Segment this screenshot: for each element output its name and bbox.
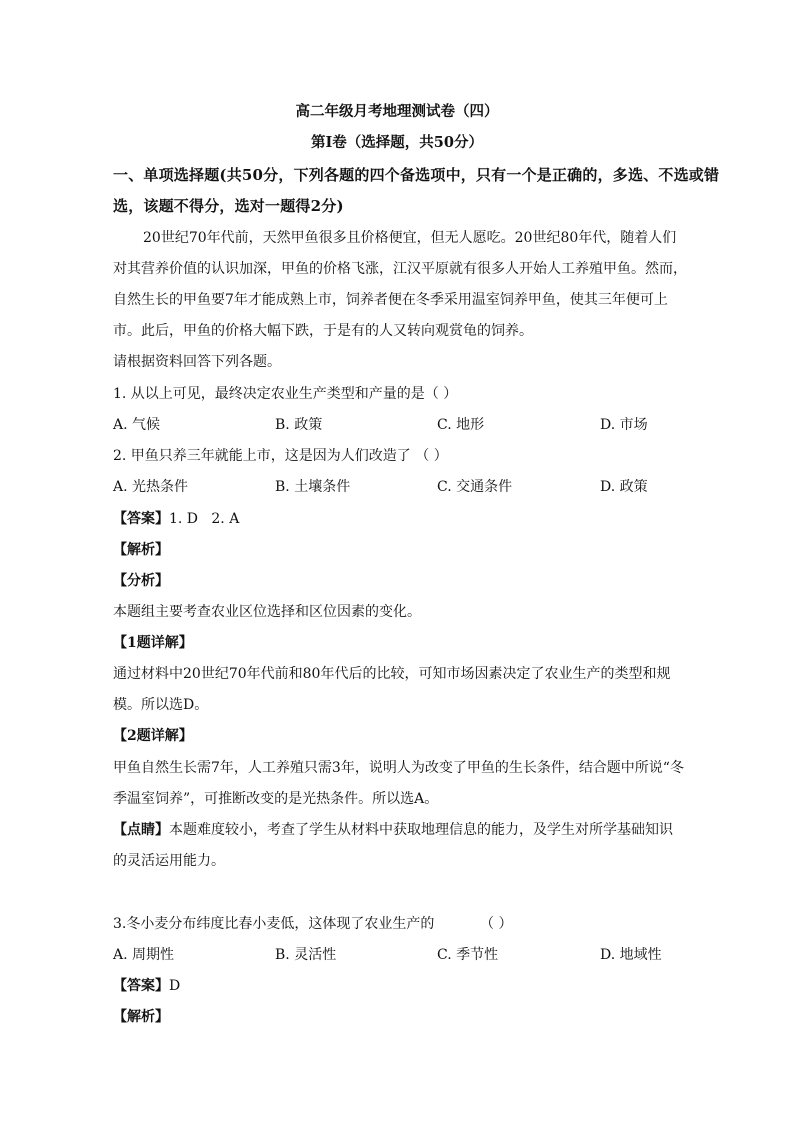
question-3-option-a: A. 周期性 xyxy=(113,947,175,963)
passage-line: 对其营养价值的认识加深，甲鱼的价格飞涨，江汉平原就有很多人开始人工养殖甲鱼。然而， xyxy=(113,261,687,277)
page-title: 高二年级月考地理测试卷（四） xyxy=(295,103,499,120)
q1-detail-line: 模。所以选D。 xyxy=(113,697,209,713)
q1-detail-tag: 【1题详解】 xyxy=(113,635,193,651)
passage-line: 市。此后，甲鱼的价格大幅下跌，于是有的人又转向观赏龟的饲养。 xyxy=(113,323,533,339)
q2-detail-tag: 【2题详解】 xyxy=(113,728,193,744)
question-1-stem: 1. 从以上可见，最终决定农业生产类型和产量的是（ ） xyxy=(113,386,458,402)
analysis-tag: 【解析】 xyxy=(113,542,169,558)
dianjing-line xyxy=(113,820,693,840)
section-heading-line1: 一、单项选择题(共50分，下列各题的四个备选项中，只有一个是正确的，多选、不选或错 xyxy=(113,166,720,184)
answer-tag: 【答案】 xyxy=(113,511,169,527)
question-3-stem: 3.冬小麦分布纬度比春小麦低，这体现了农业生产的 xyxy=(113,916,435,932)
question-1-option-b: B. 政策 xyxy=(275,417,323,433)
dianjing-text: 本题难度较小，考查了学生从材料中获取地理信息的能力，及学生对所学基础知识 xyxy=(169,822,673,838)
page-subtitle: 第Ⅰ卷（选择题，共50分） xyxy=(311,134,483,151)
q1-detail-line: 通过材料中20世纪70年代前和80年代后的比较，可知市场因素决定了农业生产的类型和规 xyxy=(113,666,671,682)
passage-line: 自然生长的甲鱼要7年才能成熟上市，饲养者便在冬季采用温室饲养甲鱼，使其三年便可上 xyxy=(113,292,668,308)
dianjing-tag: 【点睛】 xyxy=(113,822,169,838)
question-1-option-c: C. 地形 xyxy=(437,417,485,433)
question-3-stem-line xyxy=(113,914,693,934)
question-2-option-b: B. 土壤条件 xyxy=(275,479,351,495)
q3-answer-tag: 【答案】 xyxy=(113,978,169,994)
question-2-option-c: C. 交通条件 xyxy=(437,479,513,495)
q3-answer-text: D xyxy=(169,978,181,994)
q2-detail-line: 季温室饲养”，可推断改变的是光热条件。所以选A。 xyxy=(113,791,439,807)
q3-analysis-tag: 【解析】 xyxy=(113,1009,169,1025)
answer-line xyxy=(113,509,693,529)
passage-prompt: 请根据资料回答下列各题。 xyxy=(113,354,281,370)
question-2-stem: 2. 甲鱼只养三年就能上市，这是因为人们改造了 （ ） xyxy=(113,448,448,464)
section-heading-line2: 选，该题不得分，选对一题得2分) xyxy=(113,197,344,215)
question-2-option-d: D. 政策 xyxy=(600,479,648,495)
question-3-option-b: B. 灵活性 xyxy=(275,947,337,963)
question-1-option-d: D. 市场 xyxy=(600,417,648,433)
answer-text: 1. D 2. A xyxy=(169,511,240,527)
question-2-option-a: A. 光热条件 xyxy=(113,479,189,495)
fenxi-tag: 【分析】 xyxy=(113,573,169,589)
question-3-bracket: （ ） xyxy=(480,916,513,932)
fenxi-text: 本题组主要考查农业区位选择和区位因素的变化。 xyxy=(113,604,421,620)
question-3-option-d: D. 地域性 xyxy=(600,947,662,963)
question-3-option-c: C. 季节性 xyxy=(437,947,499,963)
question-1-option-a: A. 气候 xyxy=(113,417,161,433)
passage-line: 20世纪70年代前，天然甲鱼很多且价格便宜，但无人愿吃。20世纪80年代，随着人们 xyxy=(143,230,677,246)
q2-detail-line: 甲鱼自然生长需7年，人工养殖只需3年，说明人为改变了甲鱼的生长条件，结合题中所说“冬 xyxy=(113,760,684,776)
q3-answer-line xyxy=(113,976,693,996)
dianjing-line: 的灵活运用能力。 xyxy=(113,853,225,869)
